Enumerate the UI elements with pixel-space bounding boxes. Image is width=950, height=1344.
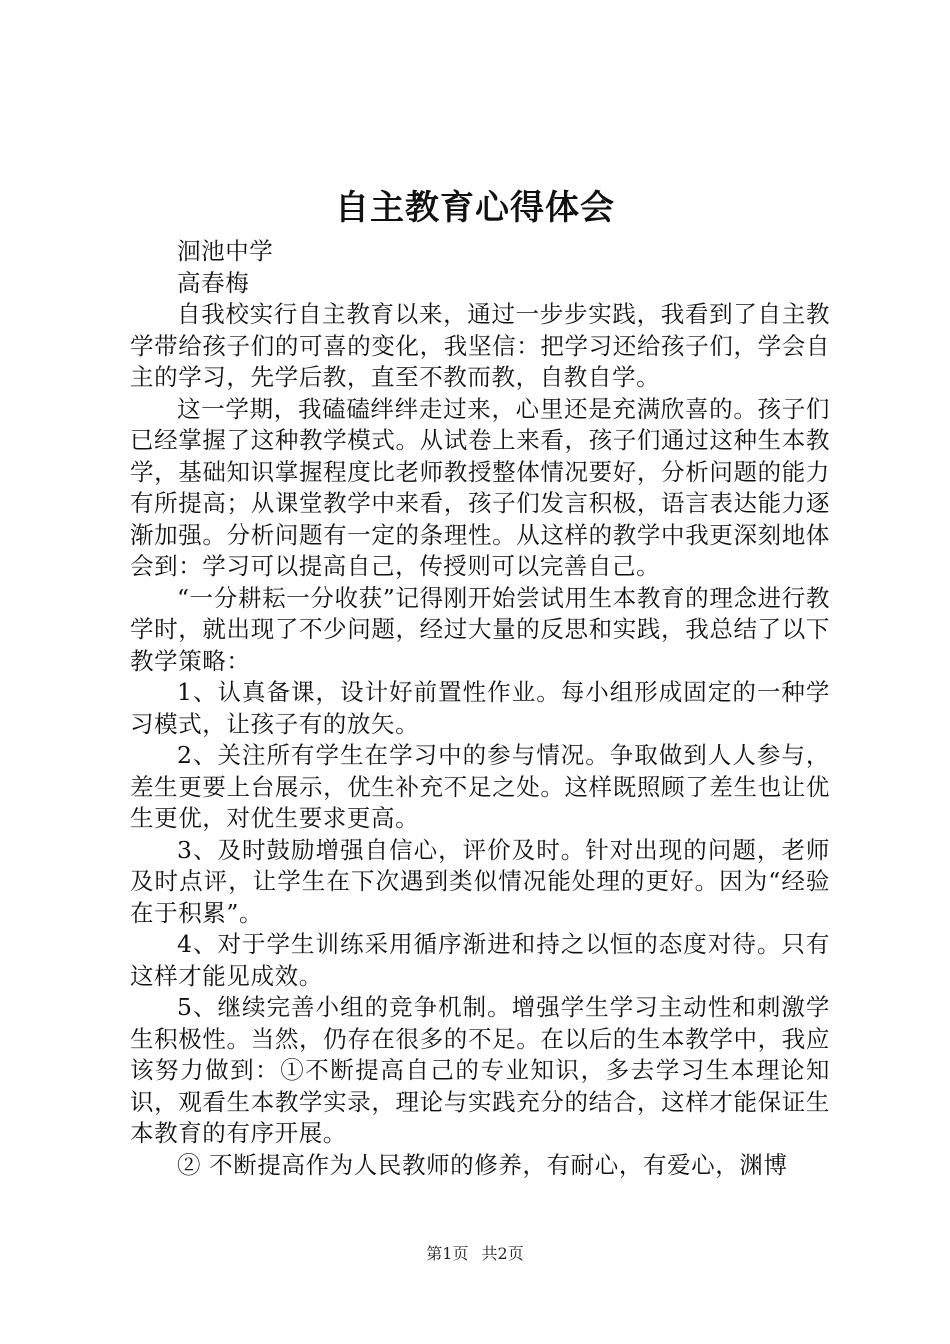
paragraph: ② 不断提高作为人民教师的修养，有耐心，有爱心，渊博	[177, 1150, 788, 1179]
author-name: 高春梅	[177, 268, 250, 297]
page-number: 第1页	[426, 1244, 469, 1263]
page-footer	[0, 1244, 950, 1264]
document-body	[130, 236, 830, 1181]
school-name: 洄池中学	[177, 237, 274, 265]
paragraph: 2、关注所有学生在学习中的参与情况。争取做到人人参与，差生更要上台展示，优生补充不足之处。这样既照顾了差生也让优生更优，对优生要求更高。	[130, 741, 830, 832]
paragraph: 自我校实行自主教育以来，通过一步步实践，我看到了自主教学带给孩子们的可喜的变化，我坚信：把学习还给孩子们，学会自主的学习，先学后教，直至不教而教，自教自学。	[130, 300, 830, 391]
paragraph: 5、继续完善小组的竞争机制。增强学生学习主动性和刺激学生积极性。当然，仍存在很多的不足。在以后的生本教学中，我应该努力做到：①不断提高自己的专业知识，多去学习生本理论知识，观看生本教学实录，理论与实践充分的结合，这样才能保证生本教育的有序开展。	[130, 993, 830, 1147]
paragraph: 1、认真备课，设计好前置性作业。每小组形成固定的一种学习模式，让孩子有的放矢。	[130, 678, 830, 738]
paragraph: 4、对于学生训练采用循序渐进和持之以恒的态度对待。只有这样才能见成效。	[130, 930, 830, 990]
page-total: 共2页	[481, 1244, 524, 1263]
paragraph: 3、及时鼓励增强自信心，评价及时。针对出现的问题，老师及时点评，让学生在下次遇到类似情况能处理的更好。因为“经验在于积累”。	[130, 835, 830, 927]
paragraph: “一分耕耘一分收获”记得刚开始尝试用生本教育的理念进行教学时，就出现了不少问题，经过大量的反思和实践，我总结了以下教学策略：	[130, 583, 830, 675]
paragraph: 这一学期，我磕磕绊绊走过来，心里还是充满欣喜的。孩子们已经掌握了这种教学模式。从试卷上来看，孩子们通过这种生本教学，基础知识掌握程度比老师教授整体情况要好，分析问题的能力有所提高；从课堂教学中来看，孩子们发言积极，语言表达能力逐渐加强。分析问题有一定的条理性。从这样的教学中我更深刻地体会到：学习可以提高自己，传授则可以完善自己。	[130, 394, 830, 580]
document-title: 自主教育心得体会	[335, 188, 615, 228]
